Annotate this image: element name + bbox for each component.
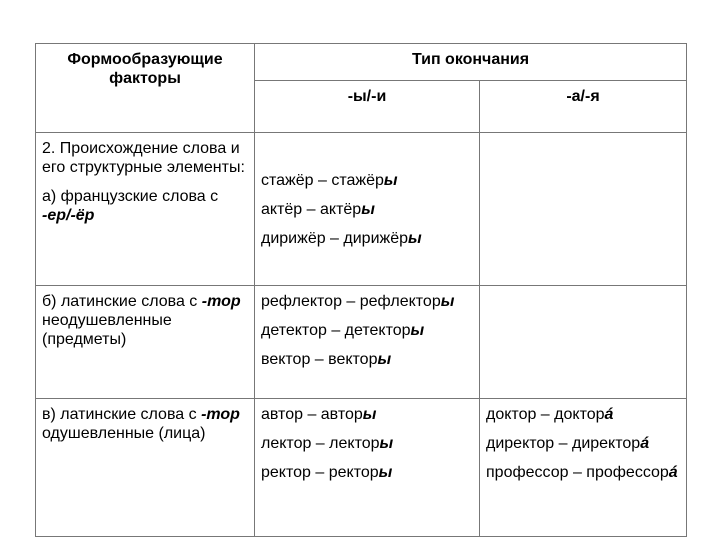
table-row-french [36,133,687,286]
header-type-title: Тип окончания [411,51,530,68]
header-type-cell [255,44,687,81]
examples-col-a [480,133,687,286]
header-col-a [480,81,687,133]
example-item: стажёр – стажёры [261,172,398,189]
factor-text [42,187,248,225]
example-item: рефлектор – рефлекторы [261,293,455,310]
endings-table [35,43,687,537]
examples-col-y [255,399,480,537]
example-item: ректор – ректоры [261,464,393,481]
factor-text: 2. Происхождение слова и его структурные элементы: [42,140,245,176]
example-item: вектор – векторы [261,351,392,368]
example-item: директор – директорá [486,435,650,452]
factor-cell [36,399,255,537]
header-factor-cell [36,44,255,133]
factor-prefix: а) французские слова с [42,188,219,205]
example-item: дирижёр – дирижёры [261,230,422,247]
table-row-latin-inanimate [36,286,687,399]
example-item: профессор – профессорá [486,464,678,481]
example-item: автор – авторы [261,406,377,423]
examples-col-y [255,133,480,286]
factor-text: в) латинские слова с -тор одушевленные (лица) [42,406,240,442]
factor-text: б) латинские слова с -тор неодушевленные (предметы) [42,293,241,348]
examples-col-y [255,286,480,399]
header-col-y-label: -ы/-и [347,88,387,105]
table-row-latin-animate [36,399,687,537]
factor-suffix: -тор [201,406,240,423]
example-item: доктор – докторá [486,406,614,423]
factor-cell [36,286,255,399]
examples-col-a [480,399,687,537]
header-factor-title: Формообразующие факторы [67,51,223,87]
example-item: детектор – детекторы [261,322,425,339]
example-item: актёр – актёры [261,201,375,218]
header-row [36,44,687,81]
factor-suffix: -ер/-ёр [42,207,95,224]
header-col-a-label: -а/-я [566,88,600,105]
example-item: лектор – лекторы [261,435,394,452]
factor-suffix: -тор [201,293,241,310]
examples-col-a [480,286,687,399]
header-col-y [255,81,480,133]
factor-cell [36,133,255,286]
